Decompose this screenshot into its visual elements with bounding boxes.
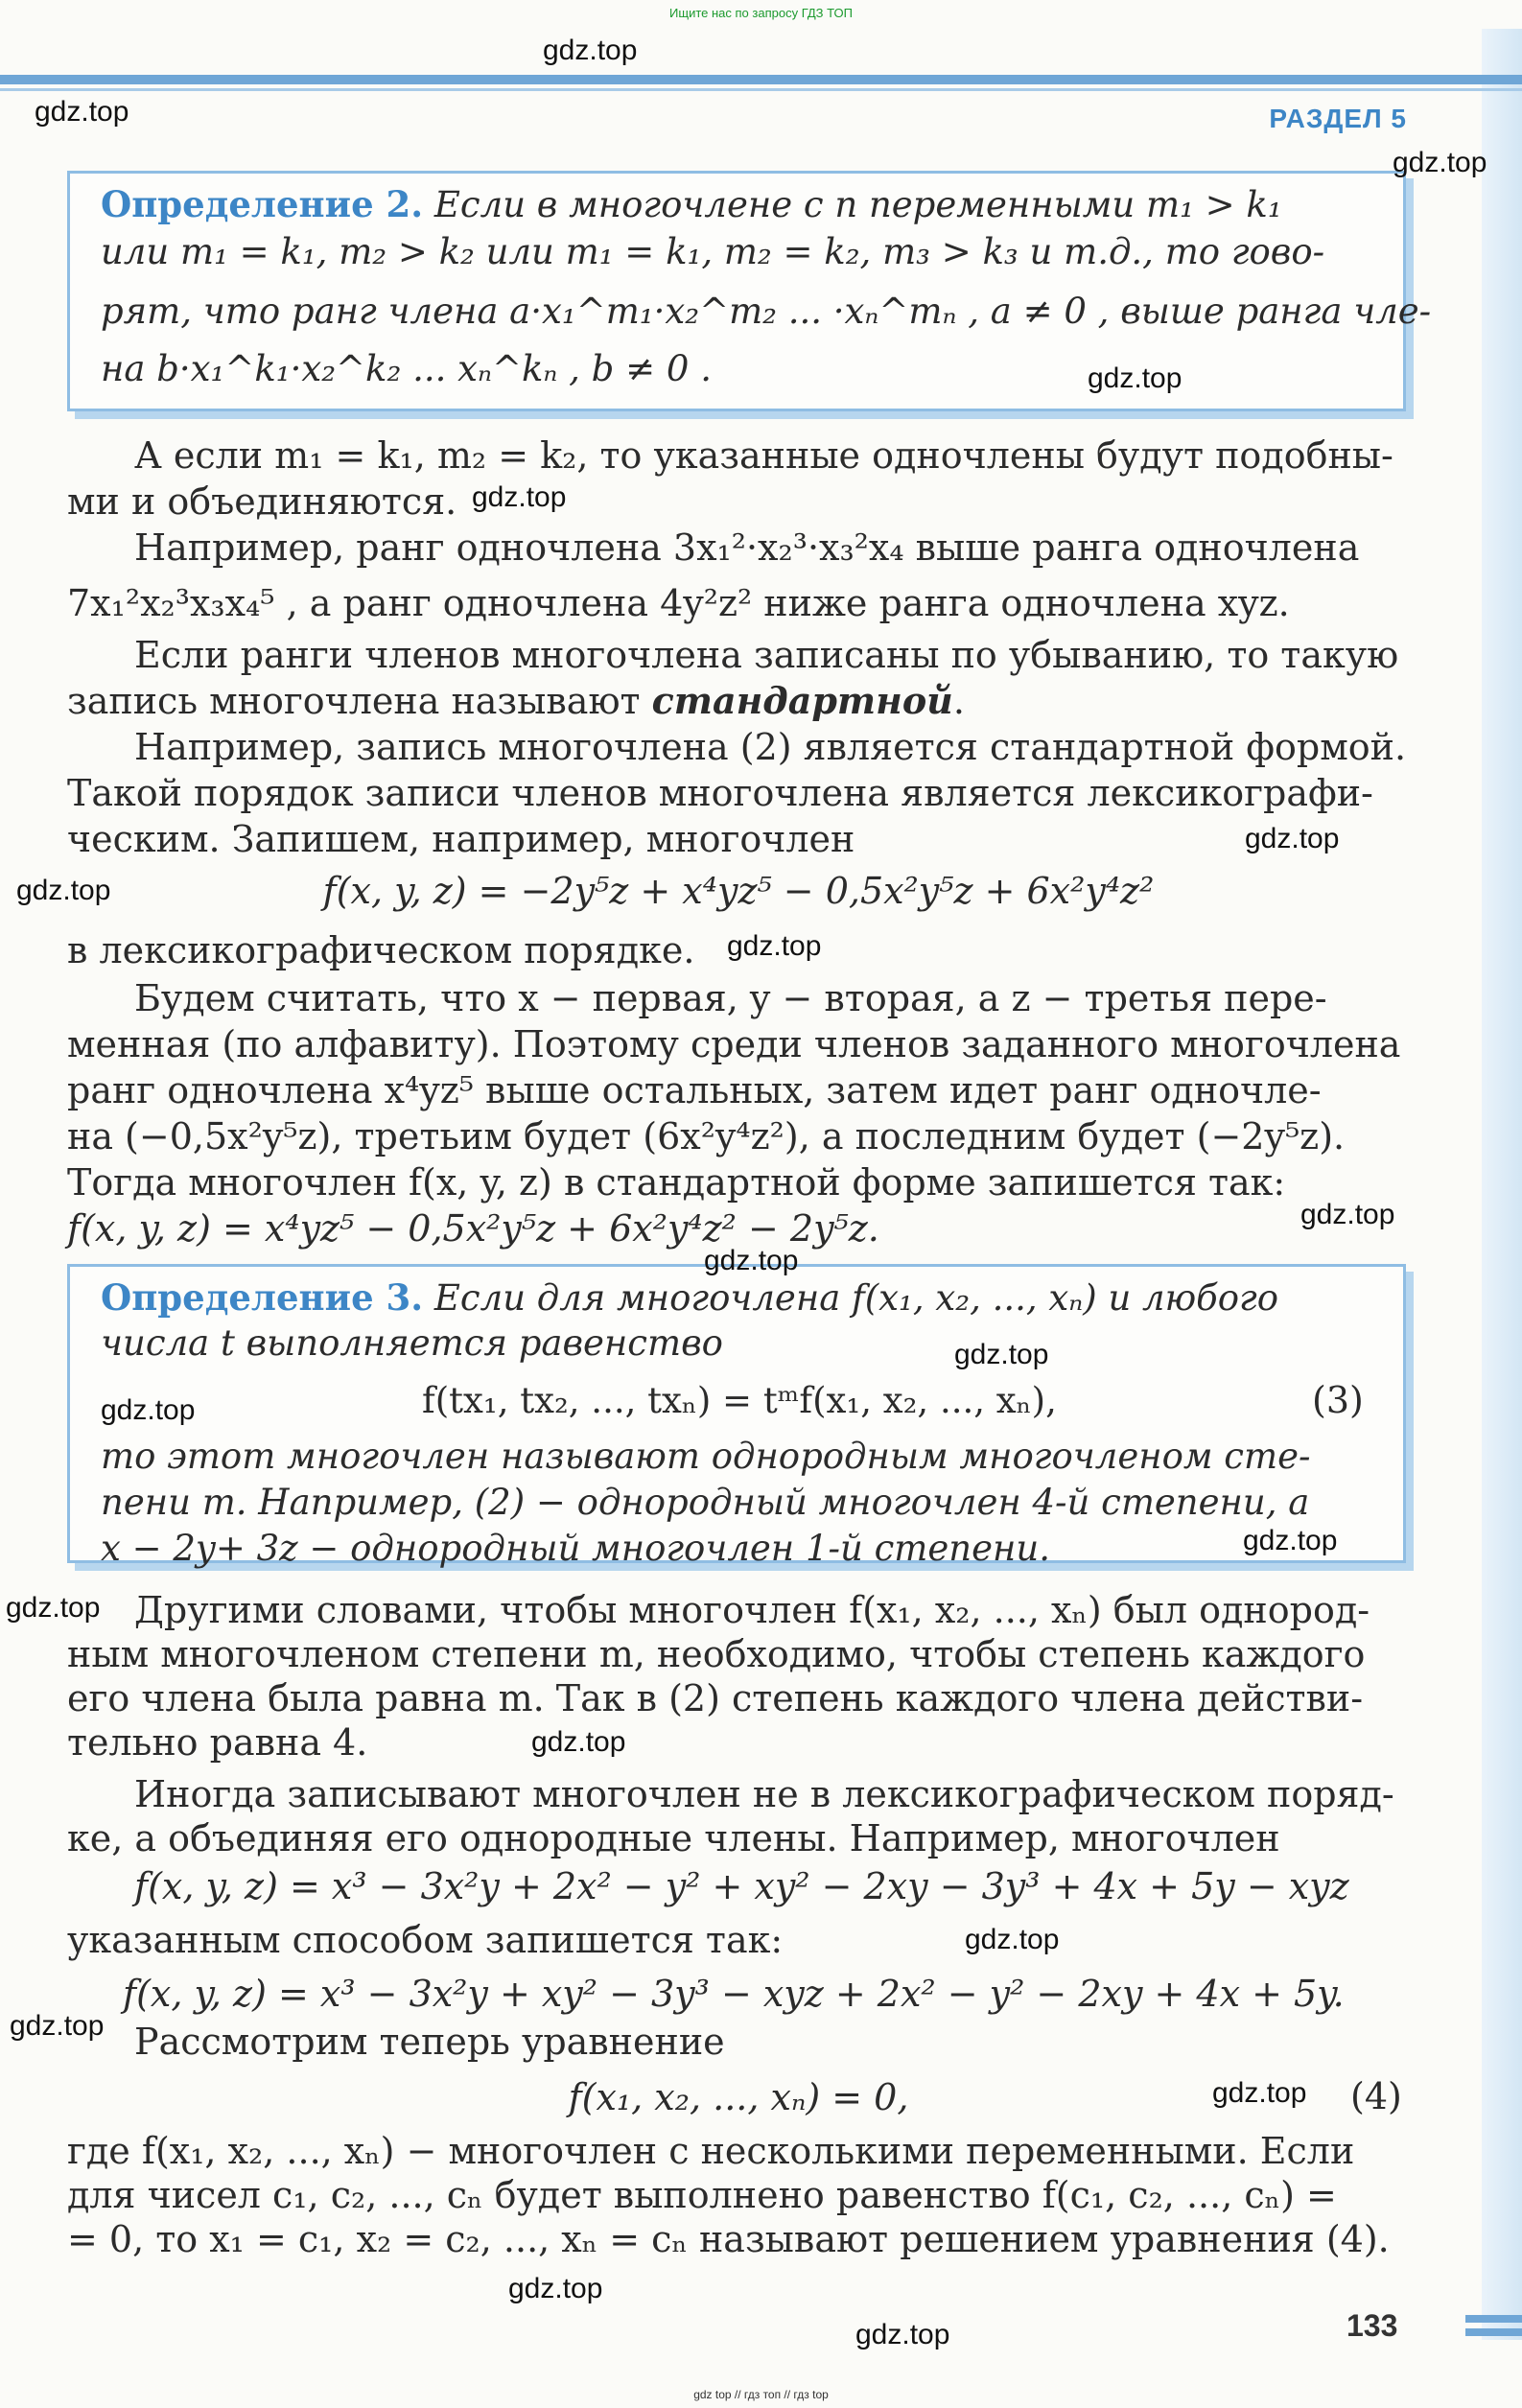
watermark: gdz.top	[704, 1245, 799, 1276]
watermark: gdz.top	[543, 35, 638, 66]
watermark: gdz.top	[1088, 362, 1182, 394]
formula: f(x, y, z) = x³ − 3x²y + 2x² − y² + xy² − 2xy − 3y³ + 4x + 5y − xyz	[134, 1865, 1349, 1907]
body-line: Такой порядок записи членов многочлена является лексикографи-	[67, 772, 1373, 814]
body-line: Если ранги членов многочлена записаны по убыванию, то такую	[134, 634, 1399, 676]
watermark: gdz.top	[101, 1394, 196, 1426]
definition-3-line-6: x − 2y+ 3z − однородный многочлен 1-й степени.	[101, 1528, 1050, 1569]
watermark: gdz.top	[1393, 147, 1487, 178]
section-label: РАЗДЕЛ 5	[1269, 104, 1407, 133]
formula: f(x, y, z) = x⁴yz⁵ − 0,5x²y⁵z + 6x²y⁴z² − 2y⁵z.	[67, 1207, 879, 1250]
header-rule-thin	[0, 88, 1522, 91]
definition-2-line-1	[101, 182, 1386, 227]
definition-2-line-2: или m₁ = k₁, m₂ > k₂ или m₁ = k₁, m₂ = k₂, m₃ > k₃ и т.д., то гово-	[101, 231, 1325, 272]
definition-3-title: Определение 3.	[101, 1276, 424, 1319]
body-line: для чисел c₁, c₂, ..., cₙ будет выполнено равенство f(c₁, c₂, ..., cₙ) =	[67, 2174, 1337, 2216]
body-line: менная (по алфавиту). Поэтому среди членов заданного многочлена	[67, 1023, 1401, 1065]
header-rule	[0, 75, 1522, 84]
definition-2-text: Если в многочлене с n переменными m₁ > k₁	[433, 184, 1282, 225]
definition-3-formula: f(tx₁, tx₂, ..., txₙ) = tᵐf(x₁, x₂, ..., xₙ),	[422, 1380, 1057, 1421]
watermark: gdz.top	[954, 1339, 1049, 1370]
standard-term: запись многочлена называют стандартной.	[67, 679, 965, 722]
formula: f(x, y, z) = −2y⁵z + x⁴yz⁵ − 0,5x²y⁵z + 6x²y⁴z²	[322, 870, 1155, 912]
definition-3-line-4: то этот многочлен называют однородным многочленом сте-	[101, 1436, 1311, 1477]
watermark: gdz.top	[6, 1592, 101, 1624]
definition-3-text: Если для многочлена f(x₁, x₂, ..., xₙ) и любого	[433, 1277, 1279, 1319]
page-number: 133	[1346, 2308, 1398, 2343]
formula: f(x₁, x₂, ..., xₙ) = 0,	[568, 2076, 909, 2118]
body-line: ке, а объединяя его однородные члены. Например, многочлен	[67, 1817, 1280, 1859]
body-line: ранг одночлена x⁴yz⁵ выше остальных, затем идет ранг одночле-	[67, 1069, 1322, 1111]
watermark: gdz.top	[727, 930, 822, 962]
definition-3-line-1	[101, 1275, 1386, 1321]
watermark: gdz.top	[855, 2319, 950, 2350]
watermark: gdz.top	[35, 96, 129, 128]
definition-2-line-3: рят, что ранг члена a·x₁^m₁·x₂^m₂ ... ·xₙ^mₙ , a ≠ 0 , выше ранга чле-	[101, 291, 1432, 332]
body-line: Иногда записывают многочлен не в лексикографическом поряд-	[134, 1773, 1394, 1815]
watermark: gdz.top	[965, 1924, 1060, 1955]
formula: f(x, y, z) = x³ − 3x²y + xy² − 3y³ − xyz + 2x² − y² − 2xy + 4x + 5y.	[123, 1973, 1345, 2015]
body-line: в лексикографическом порядке.	[67, 929, 695, 971]
body-line: ческим. Запишем, например, многочлен	[67, 818, 855, 860]
body-line: А если m₁ = k₁, m₂ = k₂, то указанные одночлены будут подобны-	[134, 434, 1393, 477]
watermark: gdz.top	[1212, 2077, 1307, 2109]
watermark: gdz.top	[10, 2010, 105, 2042]
body-line: Например, запись многочлена (2) является стандартной формой.	[134, 726, 1407, 768]
body-line: Другими словами, чтобы многочлен f(x₁, x₂, ..., xₙ) был однород-	[134, 1589, 1370, 1631]
body-line: ным многочленом степени m, необходимо, чтобы степень каждого	[67, 1633, 1366, 1675]
body-line: указанным способом запишется так:	[67, 1919, 784, 1961]
watermark: gdz.top	[531, 1726, 626, 1758]
watermark: gdz.top	[16, 875, 111, 906]
body-line: на (−0,5x²y⁵z), третьим будет (6x²y⁴z²), а последним будет (−2y⁵z).	[67, 1115, 1346, 1157]
definition-2-title: Определение 2.	[101, 183, 424, 225]
body-line: тельно равна 4.	[67, 1721, 368, 1764]
top-note: Ищите нас по запросу ГДЗ ТОП	[669, 6, 853, 20]
body-line: = 0, то x₁ = c₁, x₂ = c₂, ..., xₙ = cₙ называют решением уравнения (4).	[67, 2218, 1390, 2260]
watermark: gdz.top	[508, 2273, 603, 2304]
equation-4-number: (4)	[1350, 2075, 1402, 2117]
page-decor-bar	[1465, 2315, 1522, 2323]
body-line: где f(x₁, x₂, ..., xₙ) − многочлен с несколькими переменными. Если	[67, 2130, 1355, 2172]
body-line: 7x₁²x₂³x₃x₄⁵ , а ранг одночлена 4y²z² ниже ранга одночлена xyz.	[67, 582, 1290, 624]
watermark: gdz.top	[1300, 1199, 1395, 1230]
body-line	[67, 679, 1410, 723]
body-line: Рассмотрим теперь уравнение	[134, 2021, 725, 2063]
right-margin-strip	[1482, 29, 1522, 2340]
body-line: Будем считать, что x − первая, y − вторая, а z − третья пере-	[134, 977, 1327, 1019]
body-line: ми и объединяются.	[67, 480, 457, 523]
definition-3-line-5: пени m. Например, (2) − однородный многочлен 4-й степени, а	[101, 1482, 1310, 1523]
watermark: gdz.top	[472, 481, 567, 513]
bottom-note: gdz top // гдз топ // гдз top	[693, 2388, 829, 2401]
watermark: gdz.top	[1245, 823, 1340, 854]
definition-3-line-2: числа t выполняется равенство	[101, 1322, 723, 1364]
body-line: Например, ранг одночлена 3x₁²·x₂³·x₃²x₄ выше ранга одночлена	[134, 526, 1360, 569]
watermark: gdz.top	[1243, 1525, 1338, 1556]
body-line: его члена была равна m. Так в (2) степень каждого члена действи-	[67, 1677, 1364, 1719]
body-line: Тогда многочлен f(x, y, z) в стандартной форме запишется так:	[67, 1161, 1286, 1204]
page-decor-bar	[1465, 2328, 1522, 2336]
definition-2-line-4: на b·x₁^k₁·x₂^k₂ ... xₙ^kₙ , b ≠ 0 .	[101, 348, 712, 389]
equation-3-number: (3)	[1312, 1379, 1364, 1421]
